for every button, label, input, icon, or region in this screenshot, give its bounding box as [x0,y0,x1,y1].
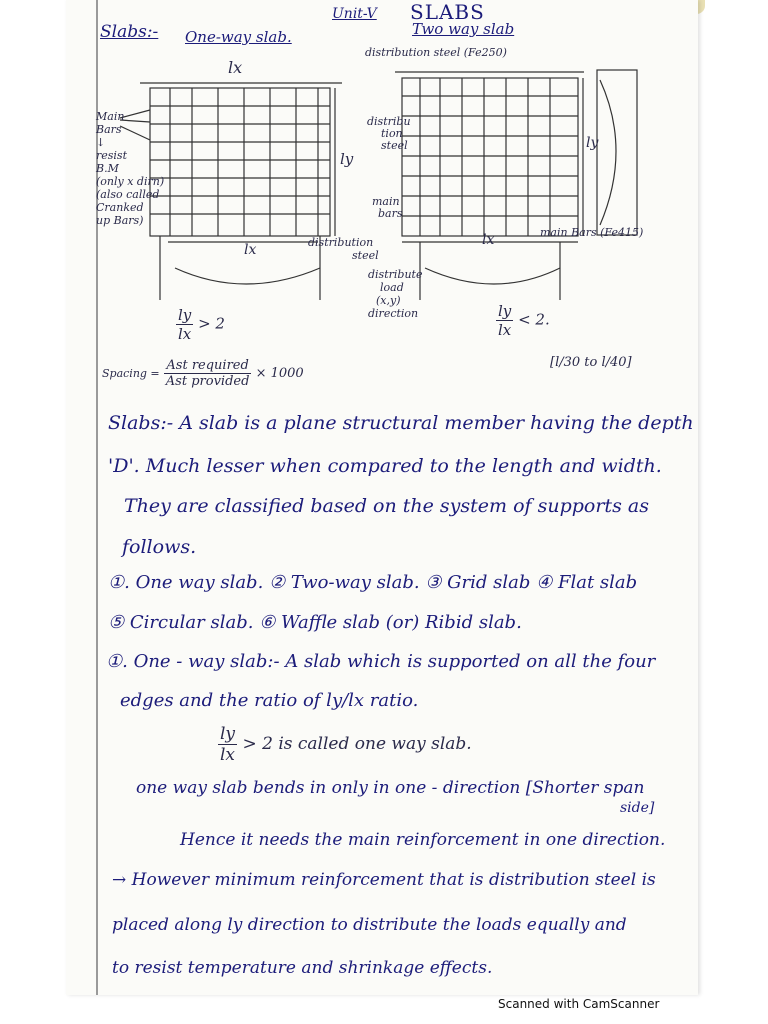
scanner-watermark: Scanned with CamScanner [498,997,660,1011]
two-way-distribution-note: distribu tion steel [367,115,411,152]
bend-line-2: Hence it needs the main reinforcement in one direction. [180,830,666,850]
two-way-ratio-formula: $\frac{ly}{lx}$ < 2. [498,302,550,339]
one-way-lx-bottom: lx [244,242,257,258]
note-line-3: They are classified based on the system of supports as [124,495,649,517]
however-line-3: to resist temperature and shrinkage effects. [112,958,493,978]
two-way-ly: ly [586,135,599,151]
one-way-def-line-3: $\frac{ly}{lx}$ > 2 is called one way slab. [220,724,472,765]
however-line-1: → However minimum reinforcement that is distribution steel is [112,870,656,890]
slab-types-line-2: ⑤ Circular slab. ⑥ Waffle slab (or) Ribid slab. [108,612,522,633]
slab-types-line-1: ①. One way slab. ② Two-way slab. ③ Grid slab ④ Flat slab [108,572,638,593]
one-way-ratio-formula: $\frac{ly}{lx}$ > 2 [178,306,225,343]
two-way-main-bars-right: main Bars (Fe415) [540,226,644,239]
one-way-def-line-1: ①. One - way slab:- A slab which is supported on all the four [106,651,656,672]
main-bars-note: Main Bars ↓ resist B.M (only x dirn) (also called Cranked up Bars) [96,110,165,227]
two-way-distribution-top: distribution steel (Fe250) [365,46,507,59]
unit-title: SLABS [410,0,485,24]
two-way-slab-grid [395,70,637,300]
one-way-slab-title: One-way slab. [185,28,292,46]
two-way-lx: lx [482,232,495,248]
one-way-lx-top: lx [228,58,243,77]
note-line-4: follows. [122,536,197,558]
depth-range-note: [l/30 to l/40] [550,355,632,370]
bend-line-1: one way slab bends in only in one - direction [Shorter span [136,778,645,798]
slabs-heading: Slabs:- [100,22,159,42]
two-way-load-note: distribute load (x,y) direction [368,268,423,320]
distribution-steel-note: distribution steel [308,236,379,262]
two-way-slab-title: Two way slab [412,20,515,38]
however-line-2: placed along ly direction to distribute the loads equally and [112,915,627,935]
bend-line-1b: side] [620,800,655,816]
note-line-1: Slabs:- A slab is a plane structural member having the depth [108,412,694,434]
unit-label: Unit-V [332,6,377,22]
two-way-main-bars-note: main bars [372,195,403,220]
note-line-2: 'D'. Much lesser when compared to the length and width. [108,455,662,477]
one-way-ly: ly [340,150,354,168]
one-way-def-line-2: edges and the ratio of ly/lx ratio. [120,690,419,711]
spacing-formula: Spacing = $\frac{\text{Ast required}}{\text{Ast provided}}$ × 1000 [102,358,304,389]
